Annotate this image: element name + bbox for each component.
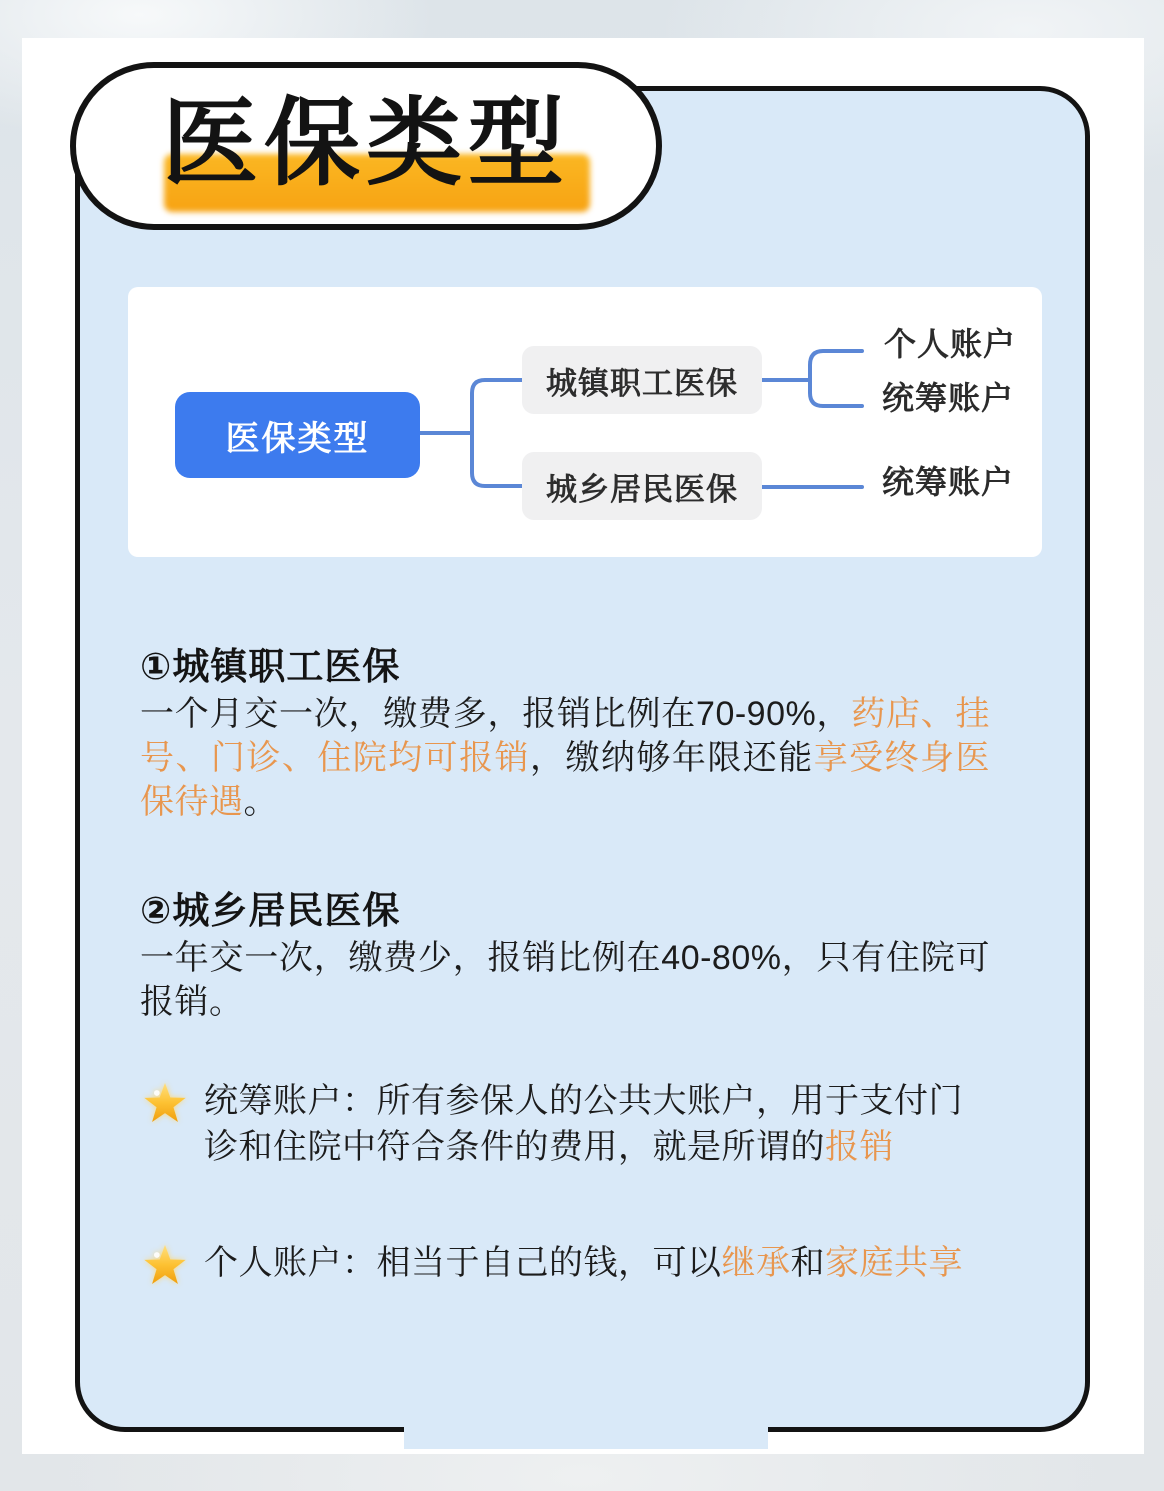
- text-segment-orange: 继承: [721, 1244, 791, 1282]
- bottom-border-notch: [404, 1425, 768, 1449]
- text-segment-black: 统筹账户：所有参保人的公共大账户，用于支付门诊和住院中符合条件的费用，就是所谓的: [204, 1082, 963, 1166]
- mindmap-leaf-pooled-account-2: 统筹账户: [882, 464, 1015, 500]
- text-segment-black: 和: [790, 1244, 825, 1282]
- section-body-urban-rural-resident: [140, 936, 990, 1024]
- text-segment-black: 一年交一次，缴费少，报销比例在40-80%，只有住院可报销。: [140, 939, 990, 1021]
- mindmap-branch-urban-employee: 城镇职工医保: [522, 346, 762, 414]
- glow-star-icon: [142, 1242, 188, 1288]
- mindmap-leaf-pooled-account: 统筹账户: [882, 380, 1015, 416]
- section-body-urban-employee: [140, 692, 990, 824]
- note-pooled-account: [142, 1078, 979, 1170]
- mindmap-branch-urban-rural-resident: 城乡居民医保: [522, 452, 762, 520]
- text-segment-black: ，缴纳够年限还能: [530, 739, 814, 777]
- text-segment-black: 一个月交一次，缴费多，报销比例在70-90%，: [140, 695, 852, 733]
- note-personal-account-text: [204, 1240, 979, 1286]
- text-segment-black: 。: [243, 783, 278, 821]
- section-heading-urban-rural-resident: ②城乡居民医保: [140, 890, 401, 931]
- mindmap-root-node: 医保类型: [175, 392, 420, 478]
- title-pill: [70, 62, 662, 230]
- page-title: 医保类型: [162, 90, 570, 197]
- text-segment-black: 个人账户：相当于自己的钱，可以: [204, 1244, 722, 1282]
- text-segment-orange: 药店、挂号、门诊、住院均可报销: [140, 695, 990, 777]
- text-segment-orange: 家庭共享: [825, 1244, 963, 1282]
- section-heading-urban-employee: ①城镇职工医保: [140, 646, 401, 687]
- note-personal-account: [142, 1240, 979, 1288]
- text-segment-orange: 享受终身医保待遇: [140, 739, 991, 821]
- text-segment-orange: 报销: [825, 1128, 894, 1166]
- mindmap-leaf-personal-account: 个人账户: [884, 326, 1017, 362]
- mindmap-panel: [128, 287, 1042, 557]
- glow-star-icon: [142, 1080, 188, 1126]
- note-pooled-account-text: [204, 1078, 979, 1170]
